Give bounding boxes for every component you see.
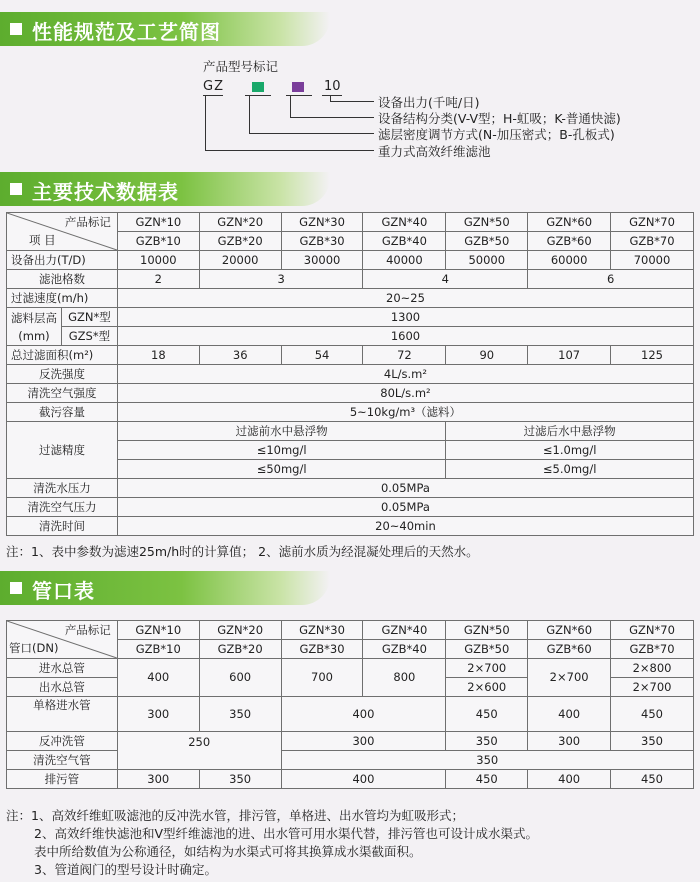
cell: 4 xyxy=(363,270,528,289)
model-prefix: GZ xyxy=(203,79,224,94)
model-header: GZN*10 xyxy=(117,213,199,232)
model-header: GZB*10 xyxy=(117,640,199,659)
model-header: GZN*50 xyxy=(446,213,528,232)
model-header: GZB*10 xyxy=(117,232,199,251)
row-label: 清洗水压力 xyxy=(7,479,118,498)
row-label: 过滤速度(m/h) xyxy=(7,289,118,308)
cell: 400 xyxy=(528,770,611,789)
cell: ≤10mg/l xyxy=(117,441,445,460)
cell: 4L/s.m² xyxy=(117,365,693,384)
table-row xyxy=(7,384,694,403)
cell: 30000 xyxy=(281,251,363,270)
cell: 50000 xyxy=(446,251,528,270)
bullet-square-icon xyxy=(10,582,22,594)
row-label: 出水总管 xyxy=(7,678,118,697)
row-label: 清洗空气管 xyxy=(7,751,118,770)
table-row xyxy=(7,732,694,751)
cell: 400 xyxy=(117,659,199,697)
cell: 0.05MPa xyxy=(117,479,693,498)
section-header-tech-data xyxy=(0,172,330,206)
table-row xyxy=(7,659,694,678)
model-header: GZB*50 xyxy=(446,640,528,659)
row-sublabel: GZN*型 xyxy=(61,308,117,327)
row-label: 设备出力(T/D) xyxy=(7,251,118,270)
cell: 107 xyxy=(528,346,611,365)
model-header: GZN*20 xyxy=(199,213,281,232)
row-label: 反洗强度 xyxy=(7,365,118,384)
model-header: GZB*70 xyxy=(611,232,694,251)
cell: 1600 xyxy=(117,327,693,346)
row-label: 过滤精度 xyxy=(7,422,118,479)
cell: 300 xyxy=(528,732,611,751)
cell: 800 xyxy=(363,659,446,697)
cell: 18 xyxy=(117,346,199,365)
cell: 2×700 xyxy=(611,678,694,697)
footnote-2: 2、高效纤维快滤池和V型纤维滤池的进、出水管可用水渠代替，排污管也可设计成水渠式。 xyxy=(34,826,539,841)
model-header: GZN*50 xyxy=(446,621,528,640)
cell: 350 xyxy=(199,770,281,789)
table-row xyxy=(7,346,694,365)
cell: ≤50mg/l xyxy=(117,460,445,479)
cell: ≤5.0mg/l xyxy=(446,460,694,479)
model-header: GZB*60 xyxy=(528,640,611,659)
cell: 250 xyxy=(117,732,281,770)
purple-square-icon xyxy=(292,82,304,92)
cell: 10000 xyxy=(117,251,199,270)
model-header: GZB*70 xyxy=(611,640,694,659)
footnote-2b: 表中所给数值为公称通径，如结构为水渠式可将其换算成水渠截面积。 xyxy=(34,844,422,859)
table-row xyxy=(7,422,694,441)
row-label: 总过滤面积(m²) xyxy=(7,346,118,365)
model-header: GZB*20 xyxy=(199,640,281,659)
model-header: GZB*30 xyxy=(281,640,363,659)
footnote-1: 注：1、高效纤维虹吸滤池的反冲洗水管，排污管，单格进、出水管均为虹吸形式； xyxy=(6,808,464,823)
cell: 350 xyxy=(611,732,694,751)
model-designation-diagram xyxy=(0,0,700,170)
cell: 80L/s.m² xyxy=(117,384,693,403)
cell: 1300 xyxy=(117,308,693,327)
table-row xyxy=(7,289,694,308)
section-header-pipe-ports xyxy=(0,571,330,605)
cell: 350 xyxy=(446,732,528,751)
cell: 300 xyxy=(117,697,199,732)
model-heading: 产品型号标记 xyxy=(203,59,279,74)
row-label: 截污容量 xyxy=(7,403,118,422)
cell: 过滤后水中悬浮物 xyxy=(446,422,694,441)
cell: 700 xyxy=(281,659,363,697)
cell: 20000 xyxy=(199,251,281,270)
cell: 2×700 xyxy=(446,659,528,678)
cell: ≤1.0mg/l xyxy=(446,441,694,460)
cell: 350 xyxy=(199,697,281,732)
table-row xyxy=(7,479,694,498)
table-row xyxy=(7,270,694,289)
row-label: 进水总管 xyxy=(7,659,118,678)
model-header: GZN*30 xyxy=(281,213,363,232)
row-label: 清洗空气压力 xyxy=(7,498,118,517)
row-label: 清洗时间 xyxy=(7,517,118,536)
model-header: GZN*20 xyxy=(199,621,281,640)
cell: 450 xyxy=(446,697,528,732)
cell: 450 xyxy=(611,697,694,732)
cell: 5~10kg/m³（滤料） xyxy=(117,403,693,422)
cell: 72 xyxy=(363,346,446,365)
cell: 90 xyxy=(446,346,528,365)
table-row xyxy=(7,251,694,270)
table-row xyxy=(7,751,694,770)
table-row xyxy=(7,498,694,517)
tech-data-table xyxy=(6,212,694,536)
corner-top-label: 产品标记 xyxy=(64,215,111,229)
model-header: GZB*30 xyxy=(281,232,363,251)
corner-top-label: 产品标记 xyxy=(64,623,111,637)
bullet-square-icon xyxy=(10,183,22,195)
model-header: GZN*40 xyxy=(363,621,446,640)
cell: 6 xyxy=(528,270,694,289)
cell: 60000 xyxy=(528,251,611,270)
cell: 450 xyxy=(446,770,528,789)
model-header: GZB*40 xyxy=(363,640,446,659)
row-label: 滤池格数 xyxy=(7,270,118,289)
cell: 2×700 xyxy=(528,659,611,697)
row-label: 清洗空气强度 xyxy=(7,384,118,403)
cell: 过滤前水中悬浮物 xyxy=(117,422,445,441)
cell: 400 xyxy=(281,697,446,732)
cell: 400 xyxy=(528,697,611,732)
cell: 36 xyxy=(199,346,281,365)
desc-density: 滤层密度调节方式(N-加压密式；B-孔板式) xyxy=(378,127,615,142)
model-header: GZN*40 xyxy=(363,213,446,232)
model-header: GZN*10 xyxy=(117,621,199,640)
table-row xyxy=(7,517,694,536)
model-header: GZB*40 xyxy=(363,232,446,251)
corner-bottom-label: 管口(DN) xyxy=(9,641,59,655)
model-header: GZB*20 xyxy=(199,232,281,251)
cell: 450 xyxy=(611,770,694,789)
model-header: GZN*70 xyxy=(611,213,694,232)
cell: 54 xyxy=(281,346,363,365)
desc-type: 重力式高效纤维滤池 xyxy=(378,144,491,159)
cell: 40000 xyxy=(363,251,446,270)
cell: 2 xyxy=(117,270,199,289)
row-label: 反冲洗管 xyxy=(7,732,118,751)
table-corner xyxy=(7,213,118,251)
section-title: 管口表 xyxy=(32,579,95,603)
cell: 2×600 xyxy=(446,678,528,697)
cell: 300 xyxy=(281,732,446,751)
section-title: 主要技术数据表 xyxy=(32,180,179,204)
desc-structure: 设备结构分类(V-V型；H-虹吸；K-普通快滤) xyxy=(378,111,621,126)
model-header: GZN*70 xyxy=(611,621,694,640)
model-header: GZN*60 xyxy=(528,621,611,640)
table-note: 注：1、表中参数为滤速25m/h时的计算值； 2、滤前水质为经混凝处理后的天然水。 xyxy=(6,544,479,559)
model-header: GZN*30 xyxy=(281,621,363,640)
table-corner xyxy=(7,621,118,659)
desc-output: 设备出力(千吨/日) xyxy=(378,95,480,110)
row-label: 滤料层高(mm) xyxy=(7,308,62,346)
model-header: GZN*60 xyxy=(528,213,611,232)
cell: 300 xyxy=(117,770,199,789)
pipe-port-table xyxy=(6,620,694,789)
table-row xyxy=(7,365,694,384)
row-label: 单格进水管 xyxy=(7,697,118,732)
green-square-icon xyxy=(252,82,264,92)
corner-bottom-label: 项 目 xyxy=(29,233,56,247)
model-header: GZB*60 xyxy=(528,232,611,251)
cell: 125 xyxy=(611,346,694,365)
model-header: GZB*50 xyxy=(446,232,528,251)
table-row xyxy=(7,403,694,422)
row-label: 排污管 xyxy=(7,770,118,789)
cell: 0.05MPa xyxy=(117,498,693,517)
cell: 20~40min xyxy=(117,517,693,536)
cell: 70000 xyxy=(611,251,694,270)
row-sublabel: GZS*型 xyxy=(61,327,117,346)
footnote-3: 3、管道阀门的型号设计时确定。 xyxy=(34,862,217,877)
table-row xyxy=(7,770,694,789)
table-row xyxy=(7,308,694,327)
cell: 350 xyxy=(281,751,693,770)
cell: 20~25 xyxy=(117,289,693,308)
cell: 400 xyxy=(281,770,446,789)
cell: 3 xyxy=(199,270,363,289)
section-title: 性能规范及工艺简图 xyxy=(32,20,221,44)
model-suffix: 10 xyxy=(324,79,341,94)
cell: 600 xyxy=(199,659,281,697)
table-row xyxy=(7,697,694,732)
cell: 2×800 xyxy=(611,659,694,678)
table-row xyxy=(7,327,694,346)
